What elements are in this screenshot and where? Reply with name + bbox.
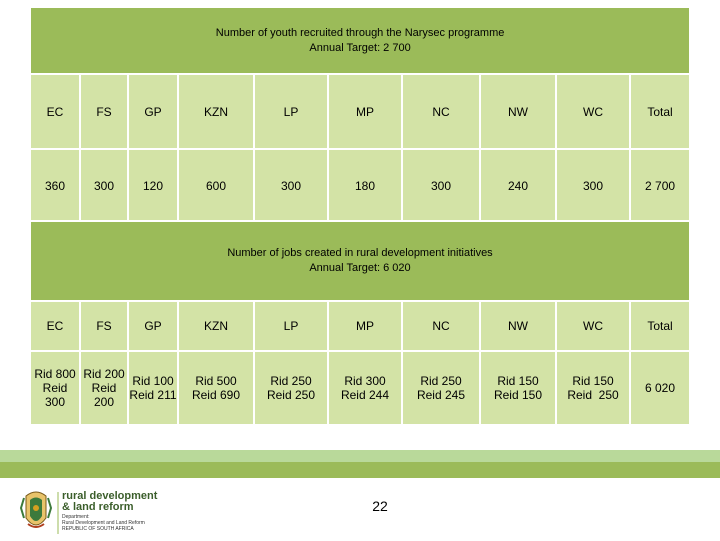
- table1-header-nw: NW: [480, 74, 556, 149]
- table2-header-row: [30, 301, 690, 351]
- table2-mp-reid: Reid 244: [340, 388, 390, 402]
- table2-title-line1: Number of jobs created in rural development initiatives: [227, 247, 493, 259]
- table2-nw-reid: Reid 150: [493, 388, 543, 402]
- table2-wc-rid: Rid 150: [572, 374, 614, 388]
- logo-dept3: REPUBLIC OF SOUTH AFRICA: [62, 526, 134, 532]
- table2-ec-reid: Reid 300: [42, 381, 68, 409]
- coat-of-arms-icon: [18, 488, 188, 536]
- table1-value-gp: 120: [128, 149, 178, 223]
- table2-value-kzn: [178, 351, 254, 425]
- table2-value-total: [630, 351, 690, 425]
- table2-title: [30, 221, 690, 301]
- table2-value-nw: [480, 351, 556, 425]
- table1-title: [30, 7, 690, 74]
- table2-header-gp: GP: [128, 301, 178, 351]
- table1-title-line2: Annual Target: 2 700: [309, 41, 411, 54]
- table1-header-fs: FS: [80, 74, 128, 149]
- table1-value-fs: 300: [80, 149, 128, 223]
- page-number: 22: [372, 498, 388, 514]
- youth-recruitment-table: [29, 6, 691, 224]
- table2-nc-rid: Rid 250: [420, 374, 462, 388]
- table2-header-nc: NC: [402, 301, 480, 351]
- footer-band-light: [0, 450, 720, 462]
- table2-mp-rid: Rid 300: [344, 374, 386, 388]
- table1-header-kzn: KZN: [178, 74, 254, 149]
- table2-value-wc: [556, 351, 630, 425]
- table1-header-wc: WC: [556, 74, 630, 149]
- table2-ec-rid: Rid 800: [34, 367, 76, 381]
- table1-value-ec: 360: [30, 149, 80, 223]
- table1-value-wc: 300: [556, 149, 630, 223]
- logo-line2: & land reform: [62, 501, 134, 513]
- table2-fs-rid: Rid 200: [83, 367, 125, 381]
- department-logo: [18, 488, 188, 536]
- table1-value-lp: 300: [254, 149, 328, 223]
- table1-value-nc: 300: [402, 149, 480, 223]
- table2-fs-reid-value: 200: [93, 395, 115, 409]
- table2-header-fs: FS: [80, 301, 128, 351]
- table1-value-mp: 180: [328, 149, 402, 223]
- table2-kzn-rid: Rid 500: [195, 374, 237, 388]
- table2-nw-rid: Rid 150: [497, 374, 539, 388]
- table2-title-line2: Annual Target: 6 020: [309, 262, 411, 274]
- table1-header-row: [30, 74, 690, 149]
- table1-value-kzn: 600: [178, 149, 254, 223]
- table1-title-line1: Number of youth recruited through the Narysec programme: [215, 26, 505, 39]
- table2-gp-rid: Rid 100: [132, 374, 174, 388]
- table2-value-ec: [30, 351, 80, 425]
- table2-total: 6 020: [644, 381, 676, 395]
- table2-header-ec: EC: [30, 301, 80, 351]
- table1-header-nc: NC: [402, 74, 480, 149]
- table2-value-nc: [402, 351, 480, 425]
- table1-value-total: 2 700: [630, 149, 690, 223]
- table2-nc-reid: Reid 245: [416, 388, 466, 402]
- table2-gp-reid: Reid 211: [129, 388, 177, 402]
- jobs-created-table: [29, 220, 691, 426]
- table2-header-mp: MP: [328, 301, 402, 351]
- logo-line1: rural development: [62, 490, 158, 502]
- table2-header-nw: NW: [480, 301, 556, 351]
- table2-lp-rid: Rid 250: [270, 374, 312, 388]
- table2-header-lp: LP: [254, 301, 328, 351]
- table2-wc-reid: Reid 250: [567, 388, 619, 402]
- table1-header-ec: EC: [30, 74, 80, 149]
- table1-values-row: [30, 149, 690, 223]
- footer-band-dark: [0, 462, 720, 478]
- table2-value-lp: [254, 351, 328, 425]
- table1-header-gp: GP: [128, 74, 178, 149]
- table2-values-row: [30, 351, 690, 425]
- table2-fs-reid: Reid: [91, 381, 117, 395]
- logo-dept2: Rural Development and Land Reform: [62, 520, 145, 526]
- table2-lp-reid: Reid 250: [266, 388, 316, 402]
- table1-header-lp: LP: [254, 74, 328, 149]
- table1-header-mp: MP: [328, 74, 402, 149]
- table2-kzn-reid: Reid 690: [191, 388, 241, 402]
- table2-header-total: Total: [630, 301, 690, 351]
- table2-value-gp: [128, 351, 178, 425]
- table2-value-mp: [328, 351, 402, 425]
- table2-header-kzn: KZN: [178, 301, 254, 351]
- logo-dept1: Department:: [62, 514, 90, 520]
- table1-value-nw: 240: [480, 149, 556, 223]
- table2-value-fs: [80, 351, 128, 425]
- table1-header-total: Total: [630, 74, 690, 149]
- table2-header-wc: WC: [556, 301, 630, 351]
